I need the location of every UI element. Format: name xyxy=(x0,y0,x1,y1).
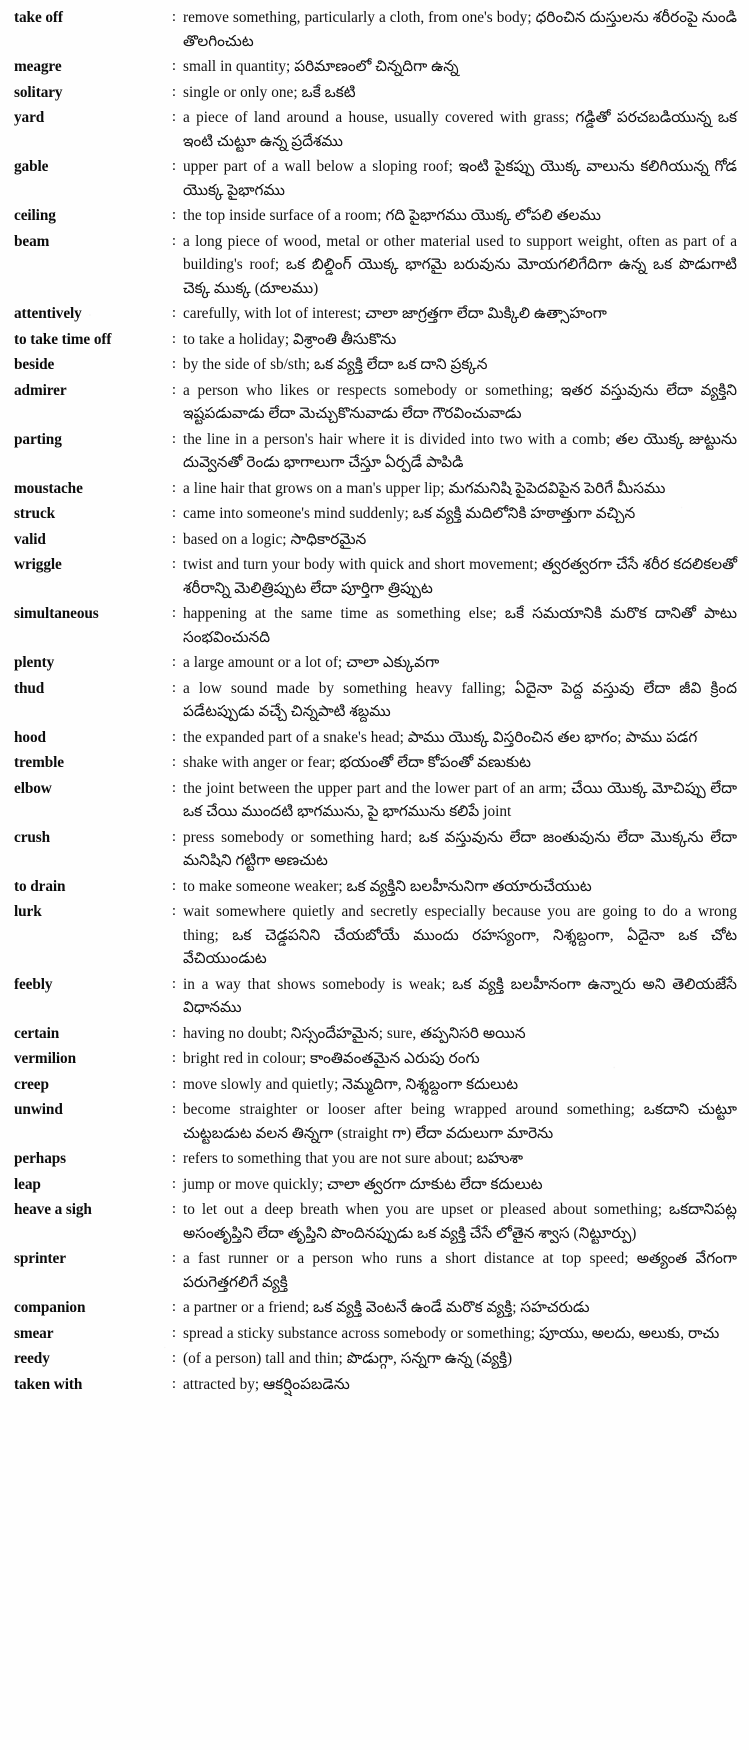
glossary-separator: : xyxy=(171,1324,177,1341)
glossary-entry xyxy=(0,651,749,675)
glossary-definition: attracted by; ఆకర్షింపబడెను xyxy=(183,1375,350,1393)
glossary-term: take off xyxy=(14,9,63,26)
glossary-definition: to take a holiday; విశ్రాంతి తీసుకొను xyxy=(183,330,397,348)
glossary-separator: : xyxy=(171,1024,177,1041)
glossary-entry xyxy=(0,353,749,377)
glossary-separator: : xyxy=(171,58,177,74)
glossary-entry xyxy=(0,602,749,649)
glossary-term: taken with xyxy=(14,1375,83,1393)
glossary-separator: : xyxy=(171,381,177,398)
glossary-definition: in a way that shows somebody is weak; ఒక వ్యక్తి బలహీనంగా ఉన్నారు అని తెలియజేసే విధానము xyxy=(183,975,737,1016)
glossary-definition: to make someone weaker; ఒక వ్యక్తిని బలహీనునిగా తయారుచేయుట xyxy=(183,877,592,895)
glossary-definition: spread a sticky substance across somebody or something; పూయు, అలదు, అలుకు, రాచు xyxy=(183,1324,720,1342)
glossary-term: leap xyxy=(14,1175,41,1193)
glossary-separator: : xyxy=(171,232,177,249)
glossary-list xyxy=(0,6,749,1398)
glossary-definition: carefully, with lot of interest; చాలా జాగ్రత్తగా లేదా మిక్కిలి ఉత్సాహంగా xyxy=(183,305,607,322)
glossary-term: ceiling xyxy=(14,207,56,224)
glossary-entry xyxy=(0,502,749,526)
glossary-term: meagre xyxy=(14,58,62,75)
glossary-entry xyxy=(0,81,749,105)
glossary-entry xyxy=(0,1022,749,1046)
glossary-separator: : xyxy=(171,505,177,521)
glossary-term: plenty xyxy=(14,654,55,671)
glossary-term: tremble xyxy=(14,754,64,771)
glossary-definition: the expanded part of a snake's head; పాము యొక్క విస్తరించిన తల భాగం; పాము పడగ xyxy=(183,728,698,746)
glossary-definition: a piece of land around a house, usually covered with grass; గడ్డితో పరచబడియున్న ఒక ఇంటి చుట్టూ ఉన్న ప్రదేశము xyxy=(183,109,737,150)
glossary-term: solitary xyxy=(14,83,63,101)
glossary-separator: : xyxy=(171,877,177,894)
glossary-entry xyxy=(0,553,749,600)
glossary-entry xyxy=(0,1147,749,1171)
glossary-entry xyxy=(0,1173,749,1197)
glossary-term: sprinter xyxy=(14,1250,66,1267)
glossary-separator: : xyxy=(171,828,177,845)
glossary-definition: to let out a deep breath when you are upset or pleased about something; ఒకదానిపట్ల అసంతృప్తిని లేదా తృప్తిని పొందినప్పుడు ఒక వ్యక్తి చేసే లోతైన శ్వాస (నిట్టూర్పు) xyxy=(183,1201,737,1242)
glossary-separator: : xyxy=(171,1050,177,1066)
glossary-definition: a line hair that grows on a man's upper lip; మగమనిషి పైపెదవిపైన పెరిగే మీసము xyxy=(183,479,666,497)
glossary-separator: : xyxy=(171,1175,177,1192)
glossary-term: elbow xyxy=(14,779,52,797)
glossary-separator: : xyxy=(171,728,177,745)
glossary-definition: the top inside surface of a room; గది పైభాగము యొక్క లోపలి తలము xyxy=(183,207,601,224)
glossary-term: companion xyxy=(14,1299,86,1316)
glossary-separator: : xyxy=(171,330,177,347)
glossary-definition: remove something, particularly a cloth, from one's body; ధరించిన దుస్తులను శరీరంపై నుండి తొలగించుట xyxy=(183,9,737,50)
glossary-separator: : xyxy=(171,1201,177,1217)
glossary-separator: : xyxy=(171,305,177,321)
glossary-entry xyxy=(0,155,749,202)
glossary-definition: a partner or a friend; ఒక వ్యక్తి వెంటనే ఉండే మరొక వ్యక్తి; సహచరుడు xyxy=(183,1299,590,1316)
glossary-term: reedy xyxy=(14,1350,50,1367)
glossary-entry xyxy=(0,1347,749,1371)
glossary-term: smear xyxy=(14,1324,54,1342)
glossary-term: valid xyxy=(14,530,46,548)
glossary-separator: : xyxy=(171,903,177,919)
glossary-definition: twist and turn your body with quick and short movement; త్వరత్వరగా చేసే శరీర కదలికలతో శరీరాన్ని మెలిత్రిప్పుట లేదా పూర్తిగా త్రిప్పుట xyxy=(183,556,737,597)
glossary-entry xyxy=(0,230,749,301)
glossary-separator: : xyxy=(171,654,177,670)
glossary-entry xyxy=(0,1098,749,1145)
glossary-entry xyxy=(0,1198,749,1245)
glossary-entry xyxy=(0,302,749,326)
glossary-entry xyxy=(0,751,749,775)
glossary-definition: by the side of sb/sth; ఒక వ్యక్తి లేదా ఒక దాని ప్రక్కన xyxy=(183,356,488,373)
glossary-separator: : xyxy=(171,975,177,992)
glossary-separator: : xyxy=(171,83,177,100)
glossary-separator: : xyxy=(171,9,177,25)
glossary-term: moustache xyxy=(14,479,83,497)
glossary-definition: wait somewhere quietly and secretly especially because you are going to do a wrong thing; ఒక చెడ్డపనిని చేయబోయే ముందు రహస్యంగా, నిశ్శబ్దంగా, ఏదైనా ఒక చోట వేచియుండుట xyxy=(183,903,737,967)
glossary-entry xyxy=(0,777,749,824)
glossary-entry xyxy=(0,1322,749,1346)
glossary-definition: happening at the same time as something else; ఒకే సమయానికి మరొక దానితో పాటు సంభవించునది xyxy=(183,605,737,646)
glossary-entry xyxy=(0,677,749,724)
glossary-entry xyxy=(0,379,749,426)
glossary-entry xyxy=(0,900,749,971)
glossary-separator: : xyxy=(171,754,177,770)
glossary-definition: the line in a person's hair where it is divided into two with a comb; తల యొక్క జుట్టును దువ్వెనతో రెండు భాగాలుగా చేస్తూ ఏర్పడే పాపిడి xyxy=(183,430,737,471)
glossary-term: vermilion xyxy=(14,1050,76,1067)
glossary-separator: : xyxy=(171,679,177,696)
glossary-term: perhaps xyxy=(14,1150,67,1167)
glossary-term: attentively xyxy=(14,305,82,322)
glossary-term: lurk xyxy=(14,903,42,920)
glossary-term: crush xyxy=(14,828,51,846)
glossary-entry xyxy=(0,55,749,79)
glossary-separator: : xyxy=(171,109,177,125)
glossary-definition: a long piece of wood, metal or other material used to support weight, often as part of a building's roof; ఒక బిల్డింగ్ యొక్క భాగమై బరువును మోయగలిగేదిగా ఉన్న ఒక పొడుగాటి చెక్క ముక్క (దూలము) xyxy=(183,232,737,297)
glossary-term: admirer xyxy=(14,381,67,399)
glossary-separator: : xyxy=(171,207,177,223)
glossary-separator: : xyxy=(171,779,177,796)
glossary-definition: based on a logic; సాధికారమైన xyxy=(183,530,367,548)
glossary-entry xyxy=(0,826,749,873)
glossary-entry xyxy=(0,106,749,153)
glossary-separator: : xyxy=(171,1150,177,1166)
glossary-definition: the joint between the upper part and the lower part of an arm; చేయి యొక్క మోచిప్పు లేదా ఒక చేయి ముందటి భాగమును, పై భాగమును కలిపే joint xyxy=(183,779,737,820)
glossary-definition: a person who likes or respects somebody or something; ఇతర వస్తువును లేదా వ్యక్తిని ఇష్టపడువాడు లేదా మెచ్చుకొనువాడు లేదా గౌరవించువాడు xyxy=(183,381,737,422)
glossary-separator: : xyxy=(171,605,177,621)
glossary-entry xyxy=(0,6,749,53)
glossary-term: yard xyxy=(14,109,45,126)
glossary-definition: single or only one; ఒకే ఒకటి xyxy=(183,83,356,101)
glossary-definition: upper part of a wall below a sloping roof; ఇంటి పైకప్పు యొక్క వాలును కలిగియున్న గోడ యొక్క పైభాగము xyxy=(183,158,737,199)
glossary-definition: a low sound made by something heavy falling; ఏదైనా పెద్ద వస్తువు లేదా జీవి క్రింద పడేటప్పుడు వచ్చే చిన్నపాటి శబ్దము xyxy=(183,679,737,720)
glossary-definition: (of a person) tall and thin; పొడుగ్గా, సన్నగా ఉన్న (వ్యక్తి) xyxy=(183,1350,513,1367)
glossary-entry xyxy=(0,1247,749,1294)
glossary-definition: a large amount or a lot of; చాలా ఎక్కువగా xyxy=(183,654,440,671)
glossary-term: certain xyxy=(14,1024,60,1042)
glossary-separator: : xyxy=(171,479,177,496)
glossary-entry xyxy=(0,1373,749,1397)
glossary-term: gable xyxy=(14,158,49,175)
glossary-separator: : xyxy=(171,1350,177,1366)
glossary-term: wriggle xyxy=(14,556,62,573)
glossary-term: struck xyxy=(14,505,56,522)
glossary-separator: : xyxy=(171,158,177,174)
glossary-separator: : xyxy=(171,430,177,447)
glossary-definition: bright red in colour; కాంతివంతమైన ఎరుపు రంగు xyxy=(183,1050,480,1067)
glossary-separator: : xyxy=(171,1375,177,1392)
glossary-entry xyxy=(0,1047,749,1071)
glossary-definition: jump or move quickly; చాలా త్వరగా దూకుట లేదా కదులుట xyxy=(183,1175,543,1193)
glossary-term: to drain xyxy=(14,877,66,895)
glossary-separator: : xyxy=(171,1299,177,1315)
glossary-definition: become straighter or looser after being wrapped around something; ఒకదాని చుట్టూ చుట్టబడుట వలన తిన్నగా (straight గా) లేదా వదులుగా మారెను xyxy=(183,1101,737,1142)
glossary-entry xyxy=(0,477,749,501)
glossary-term: heave a sigh xyxy=(14,1201,92,1218)
glossary-term: to take time off xyxy=(14,330,112,348)
glossary-separator: : xyxy=(171,530,177,547)
glossary-term: thud xyxy=(14,679,45,697)
glossary-term: unwind xyxy=(14,1101,63,1118)
glossary-definition: came into someone's mind suddenly; ఒక వ్యక్తి మదిలోనికి హఠాత్తుగా వచ్చిన xyxy=(183,505,636,522)
glossary-definition: having no doubt; నిస్సందేహమైన; sure, తప్పనిసరి అయిన xyxy=(183,1024,526,1042)
glossary-entry xyxy=(0,875,749,899)
glossary-definition: press somebody or something hard; ఒక వస్తువును లేదా జంతువును లేదా మొక్కను లేదా మనిషిని గట్టిగా అణచుట xyxy=(183,828,737,869)
glossary-term: parting xyxy=(14,430,62,448)
glossary-entry xyxy=(0,204,749,228)
glossary-entry xyxy=(0,428,749,475)
glossary-entry xyxy=(0,1073,749,1097)
glossary-entry xyxy=(0,328,749,352)
glossary-term: hood xyxy=(14,728,46,746)
glossary-definition: small in quantity; పరిమాణంలో చిన్నదిగా ఉన్న xyxy=(183,58,459,75)
glossary-separator: : xyxy=(171,556,177,572)
glossary-term: beside xyxy=(14,356,55,373)
glossary-term: feebly xyxy=(14,975,53,993)
glossary-separator: : xyxy=(171,1250,177,1266)
glossary-entry xyxy=(0,973,749,1020)
glossary-term: beam xyxy=(14,232,50,250)
glossary-definition: shake with anger or fear; భయంతో లేదా కోపంతో వణుకుట xyxy=(183,754,531,771)
glossary-separator: : xyxy=(171,1075,177,1092)
glossary-separator: : xyxy=(171,1101,177,1117)
glossary-entry xyxy=(0,528,749,552)
glossary-term: simultaneous xyxy=(14,605,99,622)
glossary-entry xyxy=(0,726,749,750)
glossary-term: creep xyxy=(14,1075,49,1093)
glossary-definition: move slowly and quietly; నెమ్మదిగా, నిశ్శబ్దంగా కదులుట xyxy=(183,1075,519,1093)
glossary-definition: a fast runner or a person who runs a short distance at top speed; అత్యంత వేగంగా పరుగెత్తగలిగే వ్యక్తి xyxy=(183,1250,737,1291)
glossary-definition: refers to something that you are not sure about; బహుశా xyxy=(183,1150,524,1167)
glossary-entry xyxy=(0,1296,749,1320)
glossary-separator: : xyxy=(171,356,177,372)
